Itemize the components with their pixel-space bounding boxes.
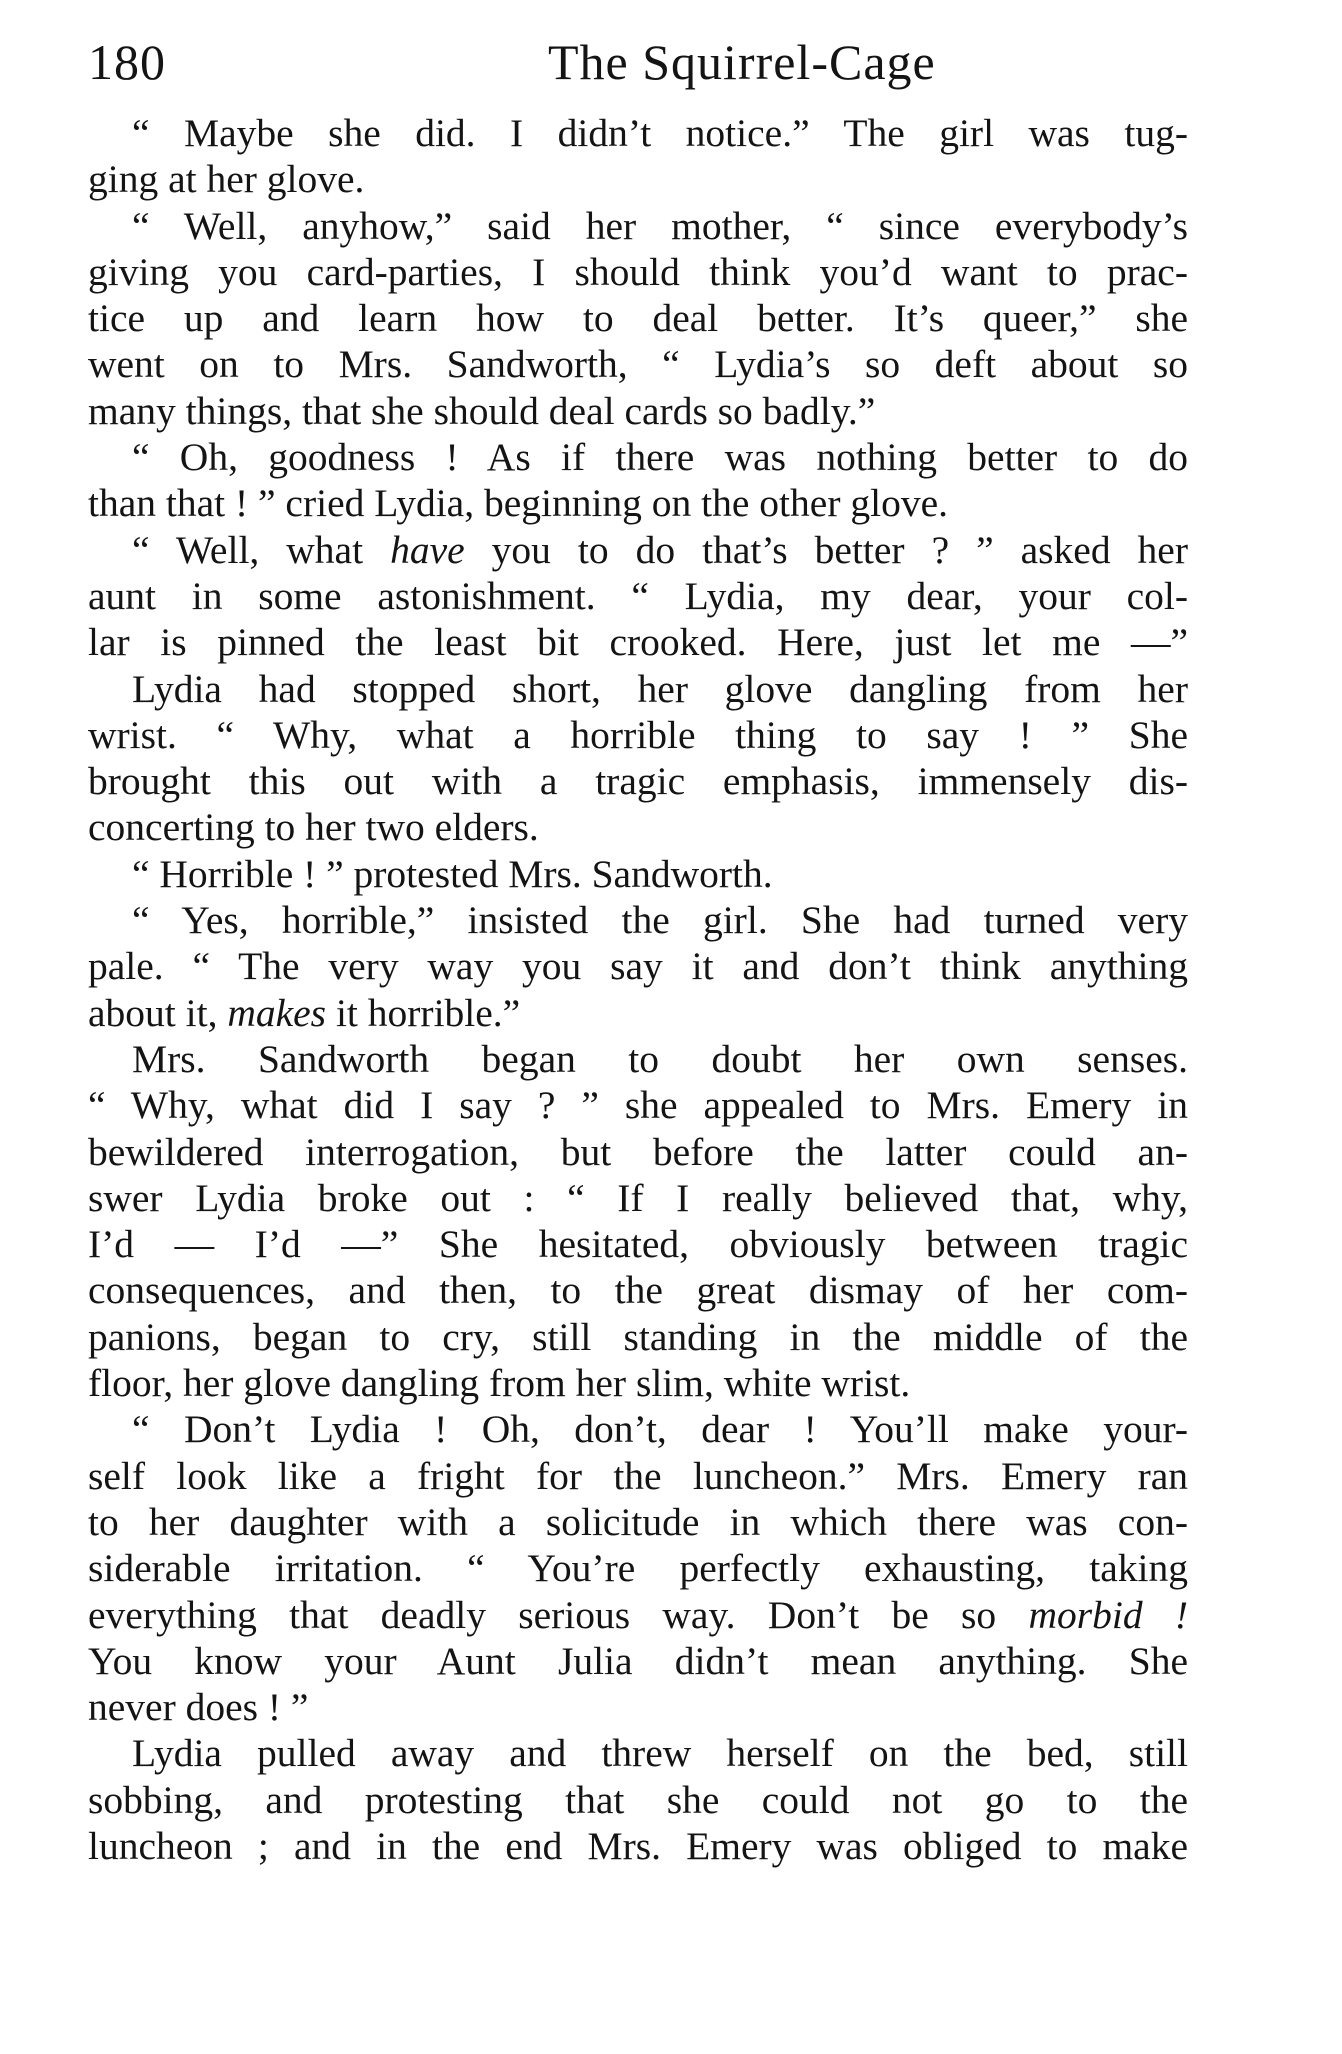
text-line <box>88 851 1188 897</box>
text-line <box>88 897 1188 943</box>
text-segment: “ Well, what <box>132 527 391 572</box>
text-segment: Mrs. Sandworth began to doubt her own senses. <box>132 1036 1188 1081</box>
text-line <box>88 1823 1188 1869</box>
text-line <box>88 1221 1188 1267</box>
text-segment: “ Maybe she did. I didn’t notice.” The girl was tug- <box>132 111 1188 155</box>
text-segment: floor, her glove dangling from her slim, white wrist. <box>88 1361 911 1406</box>
text-segment: giving you card-parties, I should think you’d want to prac- <box>88 249 1188 294</box>
text-segment: went on to Mrs. Sandworth, “ Lydia’s so deft about so <box>88 342 1188 387</box>
body-text <box>88 110 1188 1869</box>
text-line <box>88 110 1188 156</box>
text-line <box>88 1267 1188 1313</box>
text-line <box>88 804 1188 850</box>
text-segment: you to do that’s better ? ” asked her <box>464 527 1188 572</box>
running-head <box>88 22 1188 102</box>
text-line <box>88 1082 1188 1128</box>
text-line <box>88 341 1188 387</box>
text-segment: everything that deadly serious way. Don’t be so <box>88 1592 1029 1637</box>
text-line <box>88 943 1188 989</box>
text-segment: never does ! ” <box>88 1685 309 1730</box>
text-segment: concerting to her two elders. <box>88 805 539 850</box>
text-line <box>88 573 1188 619</box>
text-segment: aunt in some astonishment. “ Lydia, my dear, your col- <box>88 573 1188 618</box>
text-segment: bewildered interrogation, but before the latter could an- <box>88 1129 1188 1174</box>
text-segment: “ Well, anyhow,” said her mother, “ since everybody’s <box>132 203 1188 248</box>
text-line <box>88 712 1188 758</box>
text-line <box>88 388 1188 434</box>
text-line <box>88 1036 1188 1082</box>
text-segment: “ Horrible ! ” protested Mrs. Sandworth. <box>132 851 773 896</box>
text-line <box>88 990 1188 1036</box>
book-title: The Squirrel-Cage <box>548 34 936 90</box>
text-segment: to her daughter with a solicitude in which there was con- <box>88 1499 1188 1544</box>
text-segment: Lydia had stopped short, her glove dangling from her <box>132 666 1188 711</box>
italic-text: morbid ! <box>1028 1592 1188 1637</box>
text-segment: tice up and learn how to deal better. It’s queer,” she <box>88 296 1188 341</box>
text-line <box>88 758 1188 804</box>
text-segment: pale. “ The very way you say it and don’t think anything <box>88 944 1188 989</box>
text-segment: I’d — I’d —” She hesitated, obviously between tragic <box>88 1222 1188 1267</box>
text-segment: self look like a fright for the luncheon.” Mrs. Emery ran <box>88 1453 1188 1498</box>
text-segment: brought this out with a tragic emphasis, immensely dis- <box>88 759 1188 804</box>
text-segment: “ Yes, horrible,” insisted the girl. She had turned very <box>132 898 1188 943</box>
text-line <box>88 249 1188 295</box>
text-segment: lar is pinned the least bit crooked. Here, just let me —” <box>88 620 1188 665</box>
text-line <box>88 1175 1188 1221</box>
text-segment: ging at her glove. <box>88 157 365 202</box>
text-segment: it horrible.” <box>326 990 521 1035</box>
text-segment: siderable irritation. “ You’re perfectly exhausting, taking <box>88 1546 1188 1591</box>
text-segment: about it, <box>88 990 228 1035</box>
text-line <box>88 1499 1188 1545</box>
text-segment: “ Why, what did I say ? ” she appealed to Mrs. Emery in <box>88 1083 1188 1128</box>
text-segment: swer Lydia broke out : “ If I really believed that, why, <box>88 1175 1188 1220</box>
text-line <box>88 666 1188 712</box>
text-line <box>88 619 1188 665</box>
text-line <box>88 1684 1188 1730</box>
text-line <box>88 1592 1188 1638</box>
text-segment: panions, began to cry, still standing in the middle of the <box>88 1314 1188 1359</box>
text-segment: consequences, and then, to the great dismay of her com- <box>88 1268 1188 1313</box>
italic-text: have <box>390 527 465 572</box>
text-segment: wrist. “ Why, what a horrible thing to say ! ” She <box>88 712 1188 757</box>
text-segment: Lydia pulled away and threw herself on the bed, still <box>132 1731 1188 1776</box>
text-segment: than that ! ” cried Lydia, beginning on the other glove. <box>88 481 948 526</box>
text-segment: many things, that she should deal cards so badly.” <box>88 388 876 433</box>
text-line <box>88 527 1188 573</box>
text-line <box>88 203 1188 249</box>
text-line <box>88 1638 1188 1684</box>
text-segment: luncheon ; and in the end Mrs. Emery was obliged to make <box>88 1823 1188 1868</box>
text-segment: sobbing, and protesting that she could not go to the <box>88 1777 1188 1822</box>
text-line <box>88 1545 1188 1591</box>
text-line <box>88 1730 1188 1776</box>
page-number: 180 <box>88 34 166 90</box>
text-line <box>88 1360 1188 1406</box>
text-line <box>88 480 1188 526</box>
text-line <box>88 1314 1188 1360</box>
text-line <box>88 295 1188 341</box>
text-segment: “ Don’t Lydia ! Oh, don’t, dear ! You’ll make your- <box>132 1407 1188 1452</box>
text-line <box>88 1777 1188 1823</box>
italic-text: makes <box>227 990 327 1035</box>
text-line <box>88 1453 1188 1499</box>
text-line <box>88 1129 1188 1175</box>
text-line <box>88 434 1188 480</box>
text-segment: You know your Aunt Julia didn’t mean anything. She <box>88 1638 1188 1683</box>
text-segment: “ Oh, goodness ! As if there was nothing better to do <box>132 435 1188 480</box>
text-line <box>88 156 1188 202</box>
book-page <box>88 22 1188 1869</box>
text-line <box>88 1406 1188 1452</box>
